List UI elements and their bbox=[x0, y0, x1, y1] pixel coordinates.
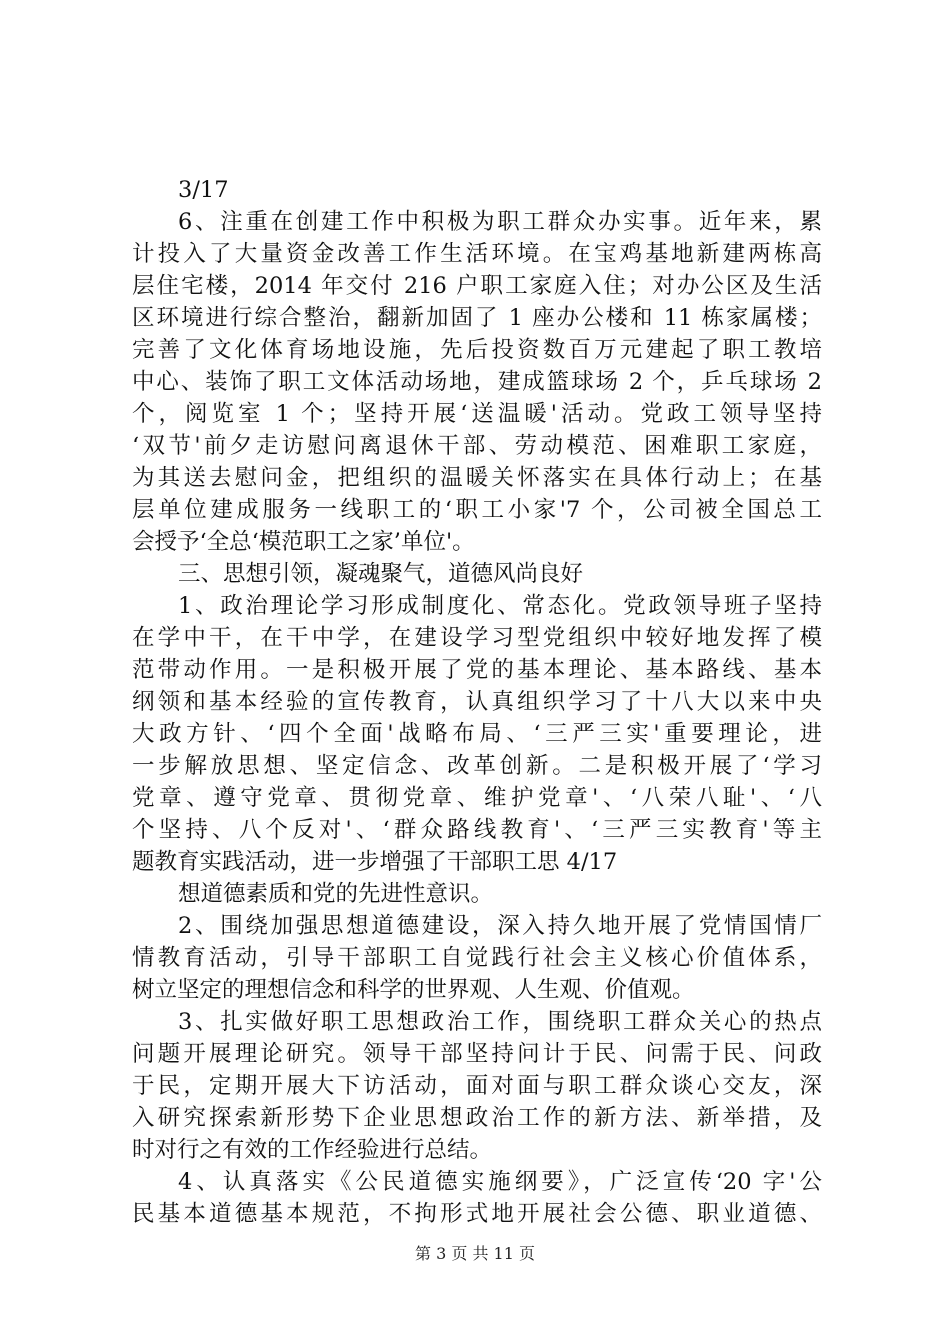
text-line: 于民，定期开展大下访活动，面对面与职工群众谈心交友，深 bbox=[132, 1073, 822, 1099]
text-line: ‘双节'前夕走访慰问离退休干部、劳动模范、困难职工家庭， bbox=[132, 433, 822, 459]
text-line: 计投入了大量资金改善工作生活环境。在宝鸡基地新建两栋高 bbox=[132, 241, 822, 267]
text-line: 个坚持、八个反对'、‘群众路线教育'、‘三严三实教育'等主 bbox=[132, 817, 822, 843]
text-line: 2、围绕加强思想道德建设，深入持久地开展了党情国情厂 bbox=[178, 913, 822, 939]
text-line: 范带动作用。一是积极开展了党的基本理论、基本路线、基本 bbox=[132, 657, 822, 683]
text-line: 大政方针、‘四个全面'战略布局、‘三严三实'重要理论，进 bbox=[132, 721, 822, 747]
text-line: 层住宅楼，2014 年交付 216 户职工家庭入住；对办公区及生活 bbox=[132, 273, 822, 299]
text-line: 树立坚定的理想信念和科学的世界观、人生观、价值观。 bbox=[132, 977, 695, 1003]
text-line: 中心、装饰了职工文体活动场地，建成篮球场 2 个，乒乓球场 2 bbox=[132, 369, 822, 395]
text-line: 想道德素质和党的先进性意识。 bbox=[178, 881, 494, 907]
text-line: 个，阅览室 1 个；坚持开展‘送温暖'活动。党政工领导坚持 bbox=[132, 401, 822, 427]
text-line: 区环境进行综合整治，翻新加固了 1 座办公楼和 11 栋家属楼； bbox=[132, 305, 822, 331]
text-line: 时对行之有效的工作经验进行总结。 bbox=[132, 1137, 493, 1163]
text-line: 为其送去慰问金，把组织的温暖关怀落实在具体行动上；在基 bbox=[132, 465, 822, 491]
page-footer: 第 3 页 共 11 页 bbox=[415, 1244, 535, 1263]
text-line: 1、政治理论学习形成制度化、常态化。党政领导班子坚持 bbox=[178, 593, 822, 619]
text-line: 民基本道德基本规范，不拘形式地开展社会公德、职业道德、 bbox=[132, 1201, 822, 1227]
document-body bbox=[132, 174, 822, 1230]
text-line: 问题开展理论研究。领导干部坚持问计于民、问需于民、问政 bbox=[132, 1041, 822, 1067]
text-line: 纲领和基本经验的宣传教育，认真组织学习了十八大以来中央 bbox=[132, 689, 822, 715]
text-line: 情教育活动，引导干部职工自觉践行社会主义核心价值体系， bbox=[132, 945, 822, 971]
text-line: 党章、遵守党章、贯彻党章、维护党章'、‘八荣八耻'、‘八 bbox=[132, 785, 822, 811]
text-line: 层单位建成服务一线职工的‘职工小家'7 个，公司被全国总工 bbox=[132, 497, 822, 523]
text-line: 一步解放思想、坚定信念、改革创新。二是积极开展了‘学习 bbox=[132, 753, 822, 779]
text-line: 6、注重在创建工作中积极为职工群众办实事。近年来，累 bbox=[178, 209, 822, 235]
page-marker: 3/17 bbox=[178, 177, 229, 203]
text-line: 入研究探索新形势下企业思想政治工作的新方法、新举措，及 bbox=[132, 1105, 822, 1131]
text-line: 3、扎实做好职工思想政治工作，围绕职工群众关心的热点 bbox=[178, 1009, 822, 1035]
text-line: 题教育实践活动，进一步增强了干部职工思 4/17 bbox=[132, 849, 618, 875]
text-line: 完善了文化体育场地设施，先后投资数百万元建起了职工教培 bbox=[132, 337, 822, 363]
text-line: 会授予‘全总‘模范职工之家’单位'。 bbox=[132, 529, 475, 555]
text-line: 4、认真落实《公民道德实施纲要》，广泛宣传‘20 字'公 bbox=[178, 1169, 822, 1195]
section-heading: 三、思想引领，凝魂聚气，道德风尚良好 bbox=[178, 561, 584, 587]
text-line: 在学中干，在干中学，在建设学习型党组织中较好地发挥了模 bbox=[132, 625, 822, 651]
